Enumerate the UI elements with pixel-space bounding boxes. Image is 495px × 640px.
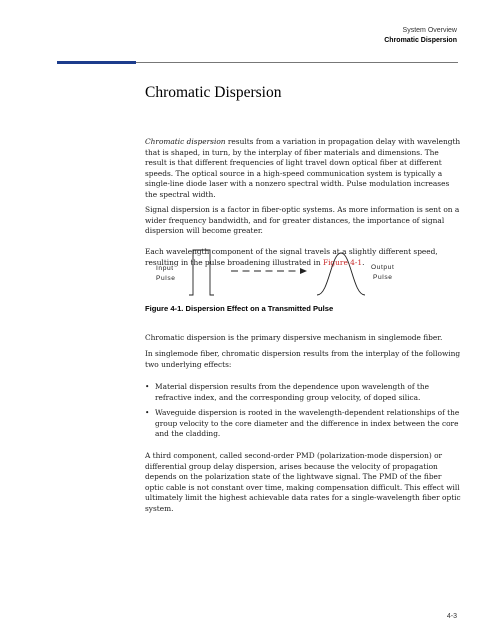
input-pulse-shape bbox=[189, 250, 214, 295]
running-header-section: System Overview bbox=[402, 27, 457, 34]
list-item-text: Waveguide dispersion is rooted in the wavelength-dependent relationships of the group velocity to the core diameter and the difference in index between the core and the cladding. bbox=[155, 408, 460, 439]
input-label-line2: Pulse bbox=[156, 275, 176, 282]
output-label-line1: Output bbox=[371, 264, 395, 271]
figure-caption: Figure 4-1. Dispersion Effect on a Transmitted Pulse bbox=[145, 304, 334, 313]
intro-paragraph bbox=[145, 137, 461, 201]
output-label-line2: Pulse bbox=[373, 274, 393, 281]
page-title: Chromatic Dispersion bbox=[145, 84, 282, 101]
running-header-subsection: Chromatic Dispersion bbox=[384, 37, 457, 44]
propagation-arrow-head bbox=[300, 268, 307, 274]
output-pulse-shape bbox=[317, 253, 365, 295]
dispersion-figure bbox=[145, 248, 461, 304]
list-item bbox=[145, 382, 461, 403]
signal-dispersion-paragraph: Signal dispersion is a factor in fiber-optic systems. As more information is sent on a wider frequency bandwidth, and for greater distances, the importance of signal dispersion will become greater. bbox=[145, 205, 460, 236]
list-item bbox=[145, 408, 461, 440]
wavelength-paragraph-text: Each wavelength component of the signal travels at a slightly different speed, resulting in the pulse broadening illustrated in bbox=[145, 247, 438, 267]
bullet-icon: • bbox=[145, 408, 150, 418]
accent-bar bbox=[57, 61, 136, 64]
list-item-text: Material dispersion results from the dependence upon wavelength of the refractive index, and the corresponding group velocity, of doped silica. bbox=[155, 382, 430, 402]
wavelength-paragraph-end: . bbox=[362, 257, 365, 267]
bullet-icon: • bbox=[145, 382, 150, 391]
header-rule bbox=[136, 62, 458, 63]
pmd-paragraph: A third component, called second-order PMD (polarization-mode dispersion) or differential group delay dispersion, arises because the velocity of propagation depends on the polarization state of the lightwave signal. The PMD of the fiber optic cable is not constant over time, making compensation difficult. This effect will ultimately limit the highest achievable data rates for a single-wavelength fiber optic system. bbox=[145, 451, 461, 513]
underlying-effects-paragraph: In singlemode fiber, chromatic dispersion results from the interplay of the following two underlying effects: bbox=[145, 349, 461, 369]
page-number: 4-3 bbox=[446, 613, 457, 620]
defined-term: Chromatic dispersion bbox=[145, 137, 226, 146]
input-label-line1: Input bbox=[156, 265, 174, 272]
effects-list bbox=[145, 382, 461, 445]
intro-paragraph-text: results from a variation in propagation delay with wavelength that is shaped, in turn, by the interplay of fiber materials and dimensions. The result is that different frequencies of light travel down optical fiber at different speeds. The optical source in a high-speed communication system is typically a single-line diode laser with a nonzero spectral width. Pulse modulation increases the spectral width. bbox=[145, 137, 461, 199]
primary-mechanism-paragraph: Chromatic dispersion is the primary dispersive mechanism in singlemode fiber. bbox=[145, 333, 443, 342]
figure-link[interactable]: Figure 4-1 bbox=[322, 257, 363, 267]
